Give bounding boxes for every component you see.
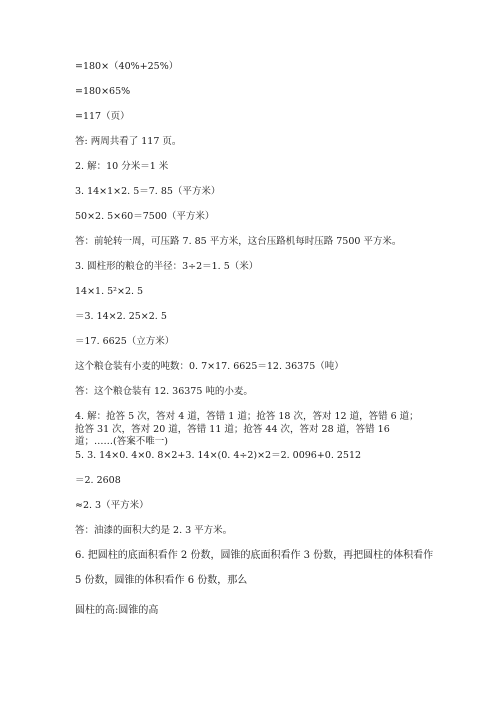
answer-line-2: 答：前轮转一周，可压路 7. 85 平方米，这台压路机每时压路 7500 平方米。	[75, 236, 402, 247]
problem-5-line-2: ＝2. 2608	[75, 475, 121, 486]
problem-6-line-1: 6. 把圆柱的底面积看作 2 份数，圆锥的底面积看作 3 份数，再把圆柱的体积看作	[75, 550, 434, 561]
problem-3-line-4: ＝17. 6625（立方米）	[75, 336, 175, 347]
calc-line-1: =180×（40%+25%）	[75, 61, 179, 72]
problem-5-line-3: ≈2. 3（平方米）	[75, 500, 149, 511]
problem-2-line-3: 50×2. 5×60＝7500（平方米）	[75, 211, 215, 222]
problem-5-line-1: 5. 3. 14×0. 4×0. 8×2+3. 14×(0. 4÷2)×2＝2. 0096+0. 2512	[75, 450, 362, 461]
answer-line-3: 答：这个粮仓装有 12. 36375 吨的小麦。	[75, 386, 253, 397]
answer-line-1: 答: 两周共看了 117 页。	[75, 136, 182, 147]
calc-line-2: =180×65%	[75, 86, 131, 97]
answer-line-4: 答：油漆的面积大约是 2. 3 平方米。	[75, 525, 233, 536]
calc-line-3: =117（页）	[75, 111, 130, 122]
problem-6-line-3: 圆柱的高:圆锥的高	[75, 605, 159, 616]
problem-3-line-3: ＝3. 14×2. 25×2. 5	[75, 311, 167, 322]
problem-3-line-5: 这个粮仓装有小麦的吨数：0. 7×17. 6625＝12. 36375（吨）	[75, 361, 344, 372]
problem-3-line-1: 3. 圆柱形的粮仓的半径：3÷2＝1. 5（米）	[75, 261, 259, 272]
problem-4-paragraph: 4. 解：抢答 5 次，答对 4 道，答错 1 道；抢答 18 次，答对 12 道，答错 6 道；抢答 31 次，答对 20 道，答错 11 道；抢答 44 次，答对 28 道，答错 16 道；……(答案不唯一)	[75, 411, 419, 447]
problem-2-line-2: 3. 14×1×2. 5＝7. 85（平方米）	[75, 186, 221, 197]
problem-3-line-2: 14×1. 5²×2. 5	[75, 286, 144, 297]
problem-2-line-1: 2. 解：10 分米＝1 米	[75, 161, 169, 172]
problem-6-line-2: 5 份数，圆锥的体积看作 6 份数，那么	[75, 575, 248, 586]
